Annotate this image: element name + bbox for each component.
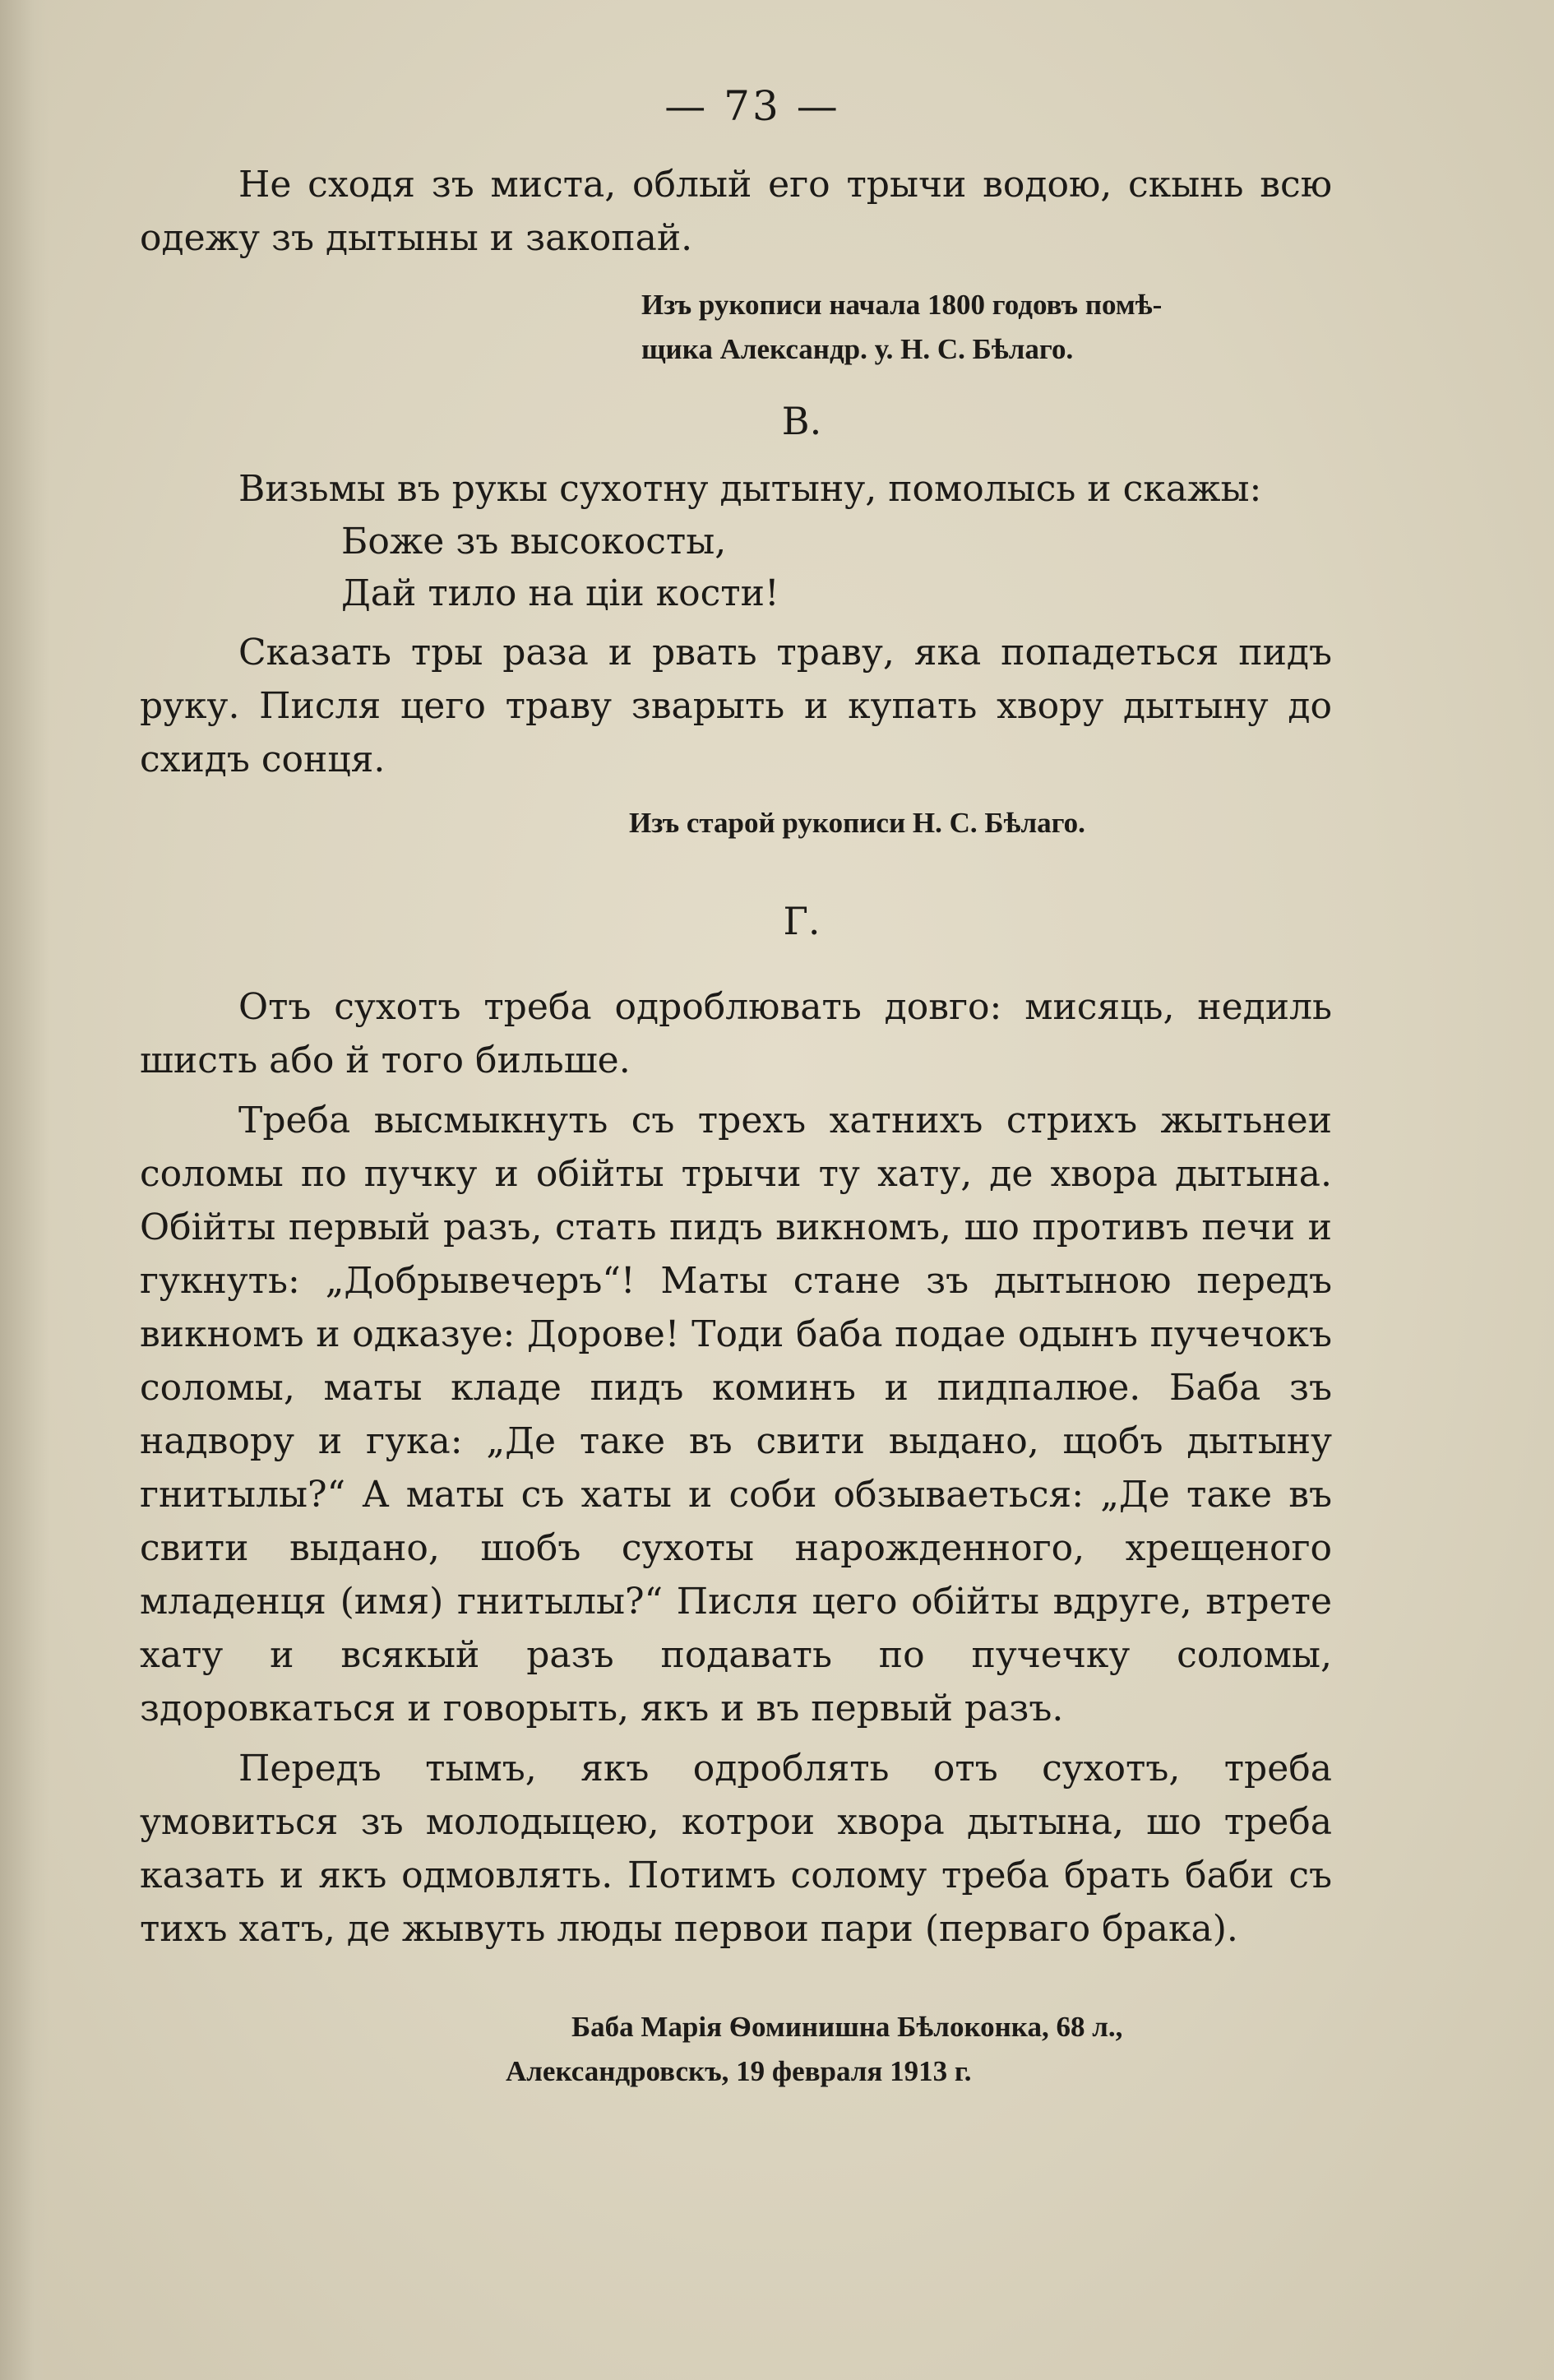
source-note-3-line-2: Александровскъ, 19 февраля 1913 г. bbox=[506, 2055, 972, 2087]
paragraph-4: Отъ сухотъ треба одроблювать довго: мисяць, недиль шисть або й того бильше. bbox=[140, 986, 1332, 1081]
verse-line-2: Дай тило на ціи кости! bbox=[341, 572, 779, 614]
source-note-3-line-1: Баба Марія Ѳоминишна Бѣлоконка, 68 л., bbox=[571, 2011, 1123, 2043]
source-note-3 bbox=[506, 2005, 1332, 2094]
paragraph-1: Не сходя зъ миста, облый его трычи водою, скынь всю одежу зъ дытыны и закопай. bbox=[140, 164, 1332, 259]
paragraph-3: Сказать тры раза и рвать траву, яка попадеться пидъ руку. Писля цего траву зварыть и купать хвору дытыну до схидъ сонця. bbox=[140, 632, 1332, 780]
verse-line-1: Боже зъ высокосты, bbox=[341, 521, 727, 563]
paragraph-2: Визьмы въ рукы сухотну дытыну, помолысь и скажы: bbox=[238, 468, 1262, 510]
section-heading-g: Г. bbox=[783, 899, 821, 943]
book-spine-shadow bbox=[0, 0, 49, 2380]
paragraph-5: Треба высмыкнуть съ трехъ хатнихъ стрихъ жытьнеи соломы по пучку и обійты трычи ту хату, де хвора дытына. Обійты первый разъ, стать пидъ викномъ, шо противъ печи и гукнуть: „Добрывечеръ“! Маты стане зъ дытыною передъ викномъ и одказуе: Дорове! Тоди баба подае одынъ пучечокъ соломы, маты кладе пидъ коминъ и пидпалюе. Баба зъ надвору и гука: „Де таке въ свити выдано, щобъ дытыну гнитылы?“ А маты съ хаты и соби обзываеться: „Де таке въ свити выдано, шобъ сухоты нарожденного, хрещеного младенця (имя) гнитылы?“ Писля цего обійты вдруге, втрете хату и всякый разъ подавать по пучечку соломы, здоровкаться и говорыть, якъ и въ первый разъ. bbox=[140, 1100, 1332, 1729]
page-number: — 73 — bbox=[664, 82, 840, 130]
text-column bbox=[140, 82, 1332, 2094]
source-note-2: Изъ старой рукописи Н. С. Бѣлаго. bbox=[629, 807, 1085, 839]
paragraph-6: Передъ тымъ, якъ одроблять отъ сухотъ, треба умовиться зъ молодыцею, котрои хвора дытына, шо треба казать и якъ одмовлять. Потимъ солому треба брать баби съ тихъ хатъ, де жывуть люды первои пари (перваго брака). bbox=[140, 1748, 1332, 1950]
source-note-1 bbox=[641, 283, 1332, 372]
source-note-1-line-2: щика Александр. у. Н. С. Бѣлаго. bbox=[641, 333, 1074, 365]
section-heading-b: В. bbox=[781, 399, 822, 443]
source-note-1-line-1: Изъ рукописи начала 1800 годовъ помѣ- bbox=[641, 289, 1163, 321]
